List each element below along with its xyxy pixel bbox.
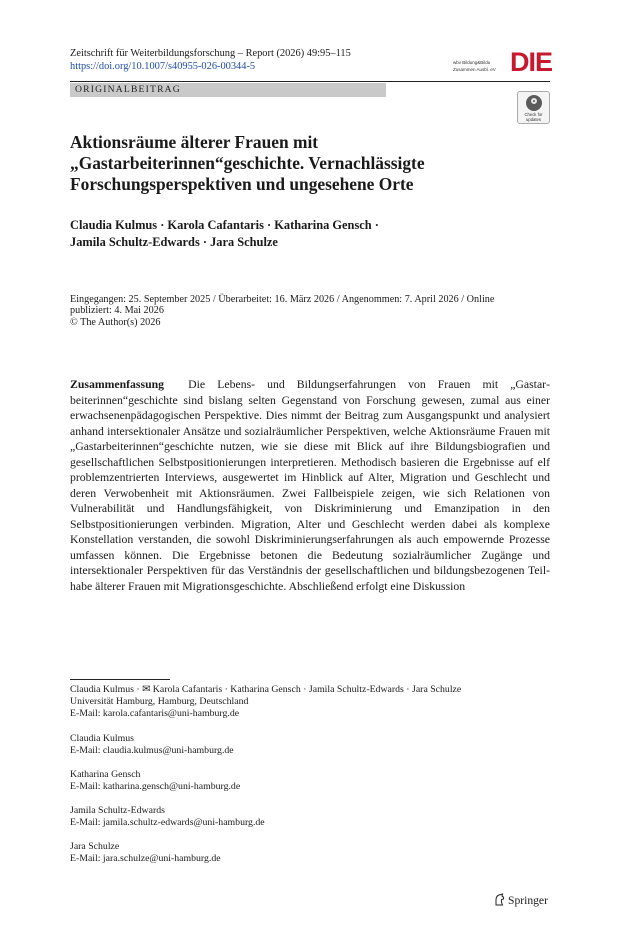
- section-label: ORIGINALBEITRAG: [75, 84, 181, 95]
- article-title-line-2: „Gastarbeiterinnen“geschichte. Vernachlässigte: [70, 153, 425, 173]
- check-updates-text-1: Check for: [524, 112, 543, 117]
- publisher-logo-subtitle-1: wbv Bildung&Bildu: [453, 60, 491, 65]
- contact-block: [70, 769, 550, 793]
- publisher-logo-mark: [510, 47, 552, 77]
- journal-header: [70, 47, 351, 73]
- history-line-1: Eingegangen: 25. September 2025 / Überarbeitet: 16. März 2026 / Angenommen: 7. April 2026 / Online: [70, 294, 495, 305]
- header-rule: [70, 81, 550, 82]
- contact-email[interactable]: E-Mail: jamila.schultz-edwards@uni-hamburg.de: [70, 817, 265, 829]
- copyright-line: © The Author(s) 2026: [70, 316, 161, 328]
- contact-name: Jamila Schultz-Edwards: [70, 805, 165, 816]
- contact-block: [70, 841, 550, 865]
- affiliation-authors: Claudia Kulmus · ✉ Karola Cafantaris · Katharina Gensch · Jamila Schultz-Edwards · Jara Schulze: [70, 684, 462, 695]
- contact-name: Jara Schulze: [70, 841, 120, 852]
- publisher-logo: [453, 47, 553, 79]
- publisher-logo-text: DIE: [510, 47, 553, 77]
- affiliation-institution: Universität Hamburg, Hamburg, Deutschland: [70, 696, 249, 708]
- author-list: [70, 217, 550, 250]
- article-title: [70, 132, 550, 195]
- abstract: [70, 377, 550, 594]
- contact-block: [70, 733, 550, 757]
- contact-email[interactable]: E-Mail: jara.schulze@uni-hamburg.de: [70, 853, 221, 865]
- springer-label: Springer: [508, 894, 548, 907]
- author-list-line-2: Jamila Schultz-Edwards · Jara Schulze: [70, 234, 278, 249]
- check-updates-icon: [526, 95, 542, 111]
- abstract-label: Zusammenfassung: [70, 378, 165, 391]
- contact-email[interactable]: E-Mail: katharina.gensch@uni-hamburg.de: [70, 781, 241, 793]
- affiliation-block: [70, 684, 550, 721]
- article-title-line-3: Forschungsperspektiven und ungesehene Orte: [70, 174, 414, 194]
- footnote-rule: [70, 679, 170, 680]
- contact-email[interactable]: E-Mail: claudia.kulmus@uni-hamburg.de: [70, 745, 234, 757]
- corresponding-email[interactable]: E-Mail: karola.cafantaris@uni-hamburg.de: [70, 708, 240, 720]
- check-updates-text: [518, 112, 549, 122]
- publisher-logo-subtitle-2: Zusammen Ausbl. eV: [453, 67, 496, 72]
- author-list-line-1: Claudia Kulmus · Karola Cafantaris · Katharina Gensch ·: [70, 218, 379, 232]
- check-updates-text-2: updates: [526, 117, 541, 122]
- publication-history: [70, 294, 550, 328]
- section-banner: [70, 83, 386, 97]
- doi-link[interactable]: https://doi.org/10.1007/s40955-026-00344-5: [70, 61, 256, 72]
- article-title-line-1: Aktionsräume älterer Frauen mit: [70, 132, 319, 152]
- abstract-text: Die Lebens- und Bildungserfahrungen von Frauen mit „Gastarbeiterinnen“geschichte sind bislang selten Gegenstand von Forschung gewesen, zumal aus einer erwachsenenpädagogischen Perspektive. Dies nimmt der Beitrag zum Ausgangspunkt und analysiert anhand intersektionaler Ansätze und sozialräumlicher Perspektiven, welche Aktionsräume Frauen mit „Gastarbeiterinnen“geschichte nutzen, wie sie diese mit Blick auf ihre Bildungsbiografien und gesellschaftlichen Selbstpositionierungen interpretieren. Methodisch basieren die Ergebnisse auf elf problemzentrierten Interviews, ausgewertet im Hinblick auf Alter, Migration und Geschlecht und deren Verwobenheit mit Aktionsräumen. Zwei Fallbeispiele zeigen, wie sich Relationen von Vulnerabilität und Handlungsfähigkeit, von Diskriminierung und Emanzipation in den Selbstpositionierungen verbinden. Migration, Alter und Geschlecht werden dabei als komplexe Konstellation verstanden, die sowohl Diskriminierungserfahrungen als auch empowernde Prozesse umfassen können. Die Ergebnisse betonen die Bedeutung sozialräumlicher Zugänge und intersektionaler Perspektiven für das Verständnis der gesellschaftlichen und bildungsbezogenen Teilhabe älterer Frauen mit Migrationsgeschichte. Abschließend erfolgt eine Diskussion: [70, 378, 551, 593]
- springer-horse-icon: [493, 893, 506, 906]
- journal-citation: Zeitschrift für Weiterbildungsforschung – Report (2026) 49:95–115: [70, 48, 351, 59]
- contact-name: Katharina Gensch: [70, 769, 141, 780]
- check-for-updates-badge[interactable]: [517, 91, 550, 124]
- contact-name: Claudia Kulmus: [70, 733, 134, 744]
- history-line-2: publiziert: 4. Mai 2026: [70, 305, 164, 317]
- springer-logo: [493, 893, 548, 908]
- contact-block: [70, 805, 550, 829]
